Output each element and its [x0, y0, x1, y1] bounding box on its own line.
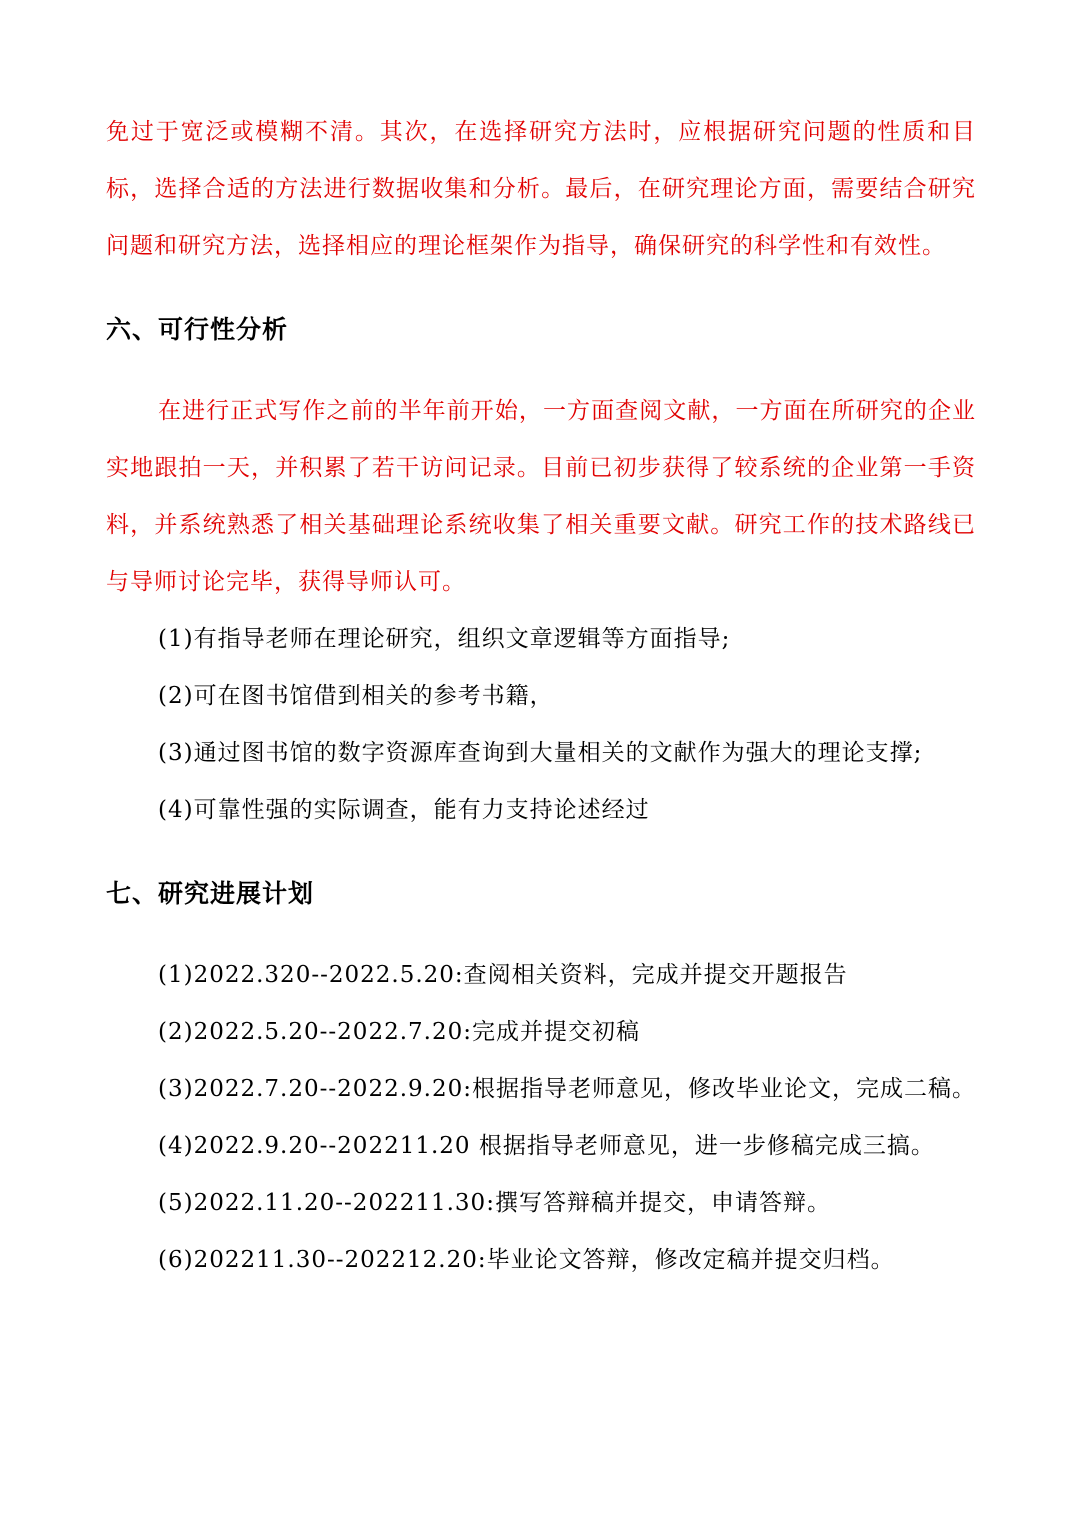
document-page [106, 104, 976, 1289]
schedule-item-2: (2)2022.5.20--2022.7.20:完成并提交初稿 [158, 1019, 640, 1045]
schedule-list [106, 947, 976, 1289]
intro-paragraph: 免过于宽泛或模糊不清。其次，在选择研究方法时，应根据研究问题的性质和目标，选择合适的方法进行数据收集和分析。最后，在研究理论方面，需要结合研究问题和研究方法，选择相应的理论框架作为指导，确保研究的科学性和有效性。 [106, 119, 976, 259]
schedule-item-5: (5)2022.11.20--202211.30:撰写答辩稿并提交，申请答辩。 [158, 1190, 831, 1216]
schedule-item-3: (3)2022.7.20--2022.9.20:根据指导老师意见，修改毕业论文，完成二稿。 [158, 1076, 976, 1102]
schedule-item-1: (1)2022.320--2022.5.20:查阅相关资料，完成并提交开题报告 [158, 962, 848, 988]
feasibility-item-1: (1)有指导老师在理论研究，组织文章逻辑等方面指导; [158, 626, 731, 652]
feasibility-item-4: (4)可靠性强的实际调查，能有力支持论述经过 [158, 797, 650, 823]
schedule-item-6: (6)202211.30--202212.20:毕业论文答辩，修改定稿并提交归档。 [158, 1247, 895, 1273]
feasibility-list [106, 611, 976, 839]
feasibility-item-2: (2)可在图书馆借到相关的参考书籍， [158, 683, 554, 709]
feasibility-item-3: (3)通过图书馆的数字资源库查询到大量相关的文献作为强大的理论支撑; [158, 740, 923, 766]
section-7-heading: 七、研究进展计划 [106, 879, 315, 908]
section-6-heading: 六、可行性分析 [106, 315, 289, 344]
feasibility-paragraph: 在进行正式写作之前的半年前开始，一方面查阅文献，一方面在所研究的企业实地跟拍一天，并积累了若干访问记录。目前已初步获得了较系统的企业第一手资料，并系统熟悉了相关基础理论系统收集了相关重要文献。研究工作的技术路线已与导师讨论完毕，获得导师认可。 [106, 398, 976, 595]
schedule-item-4: (4)2022.9.20--202211.20 根据指导老师意见，进一步修稿完成三搞。 [158, 1133, 935, 1159]
